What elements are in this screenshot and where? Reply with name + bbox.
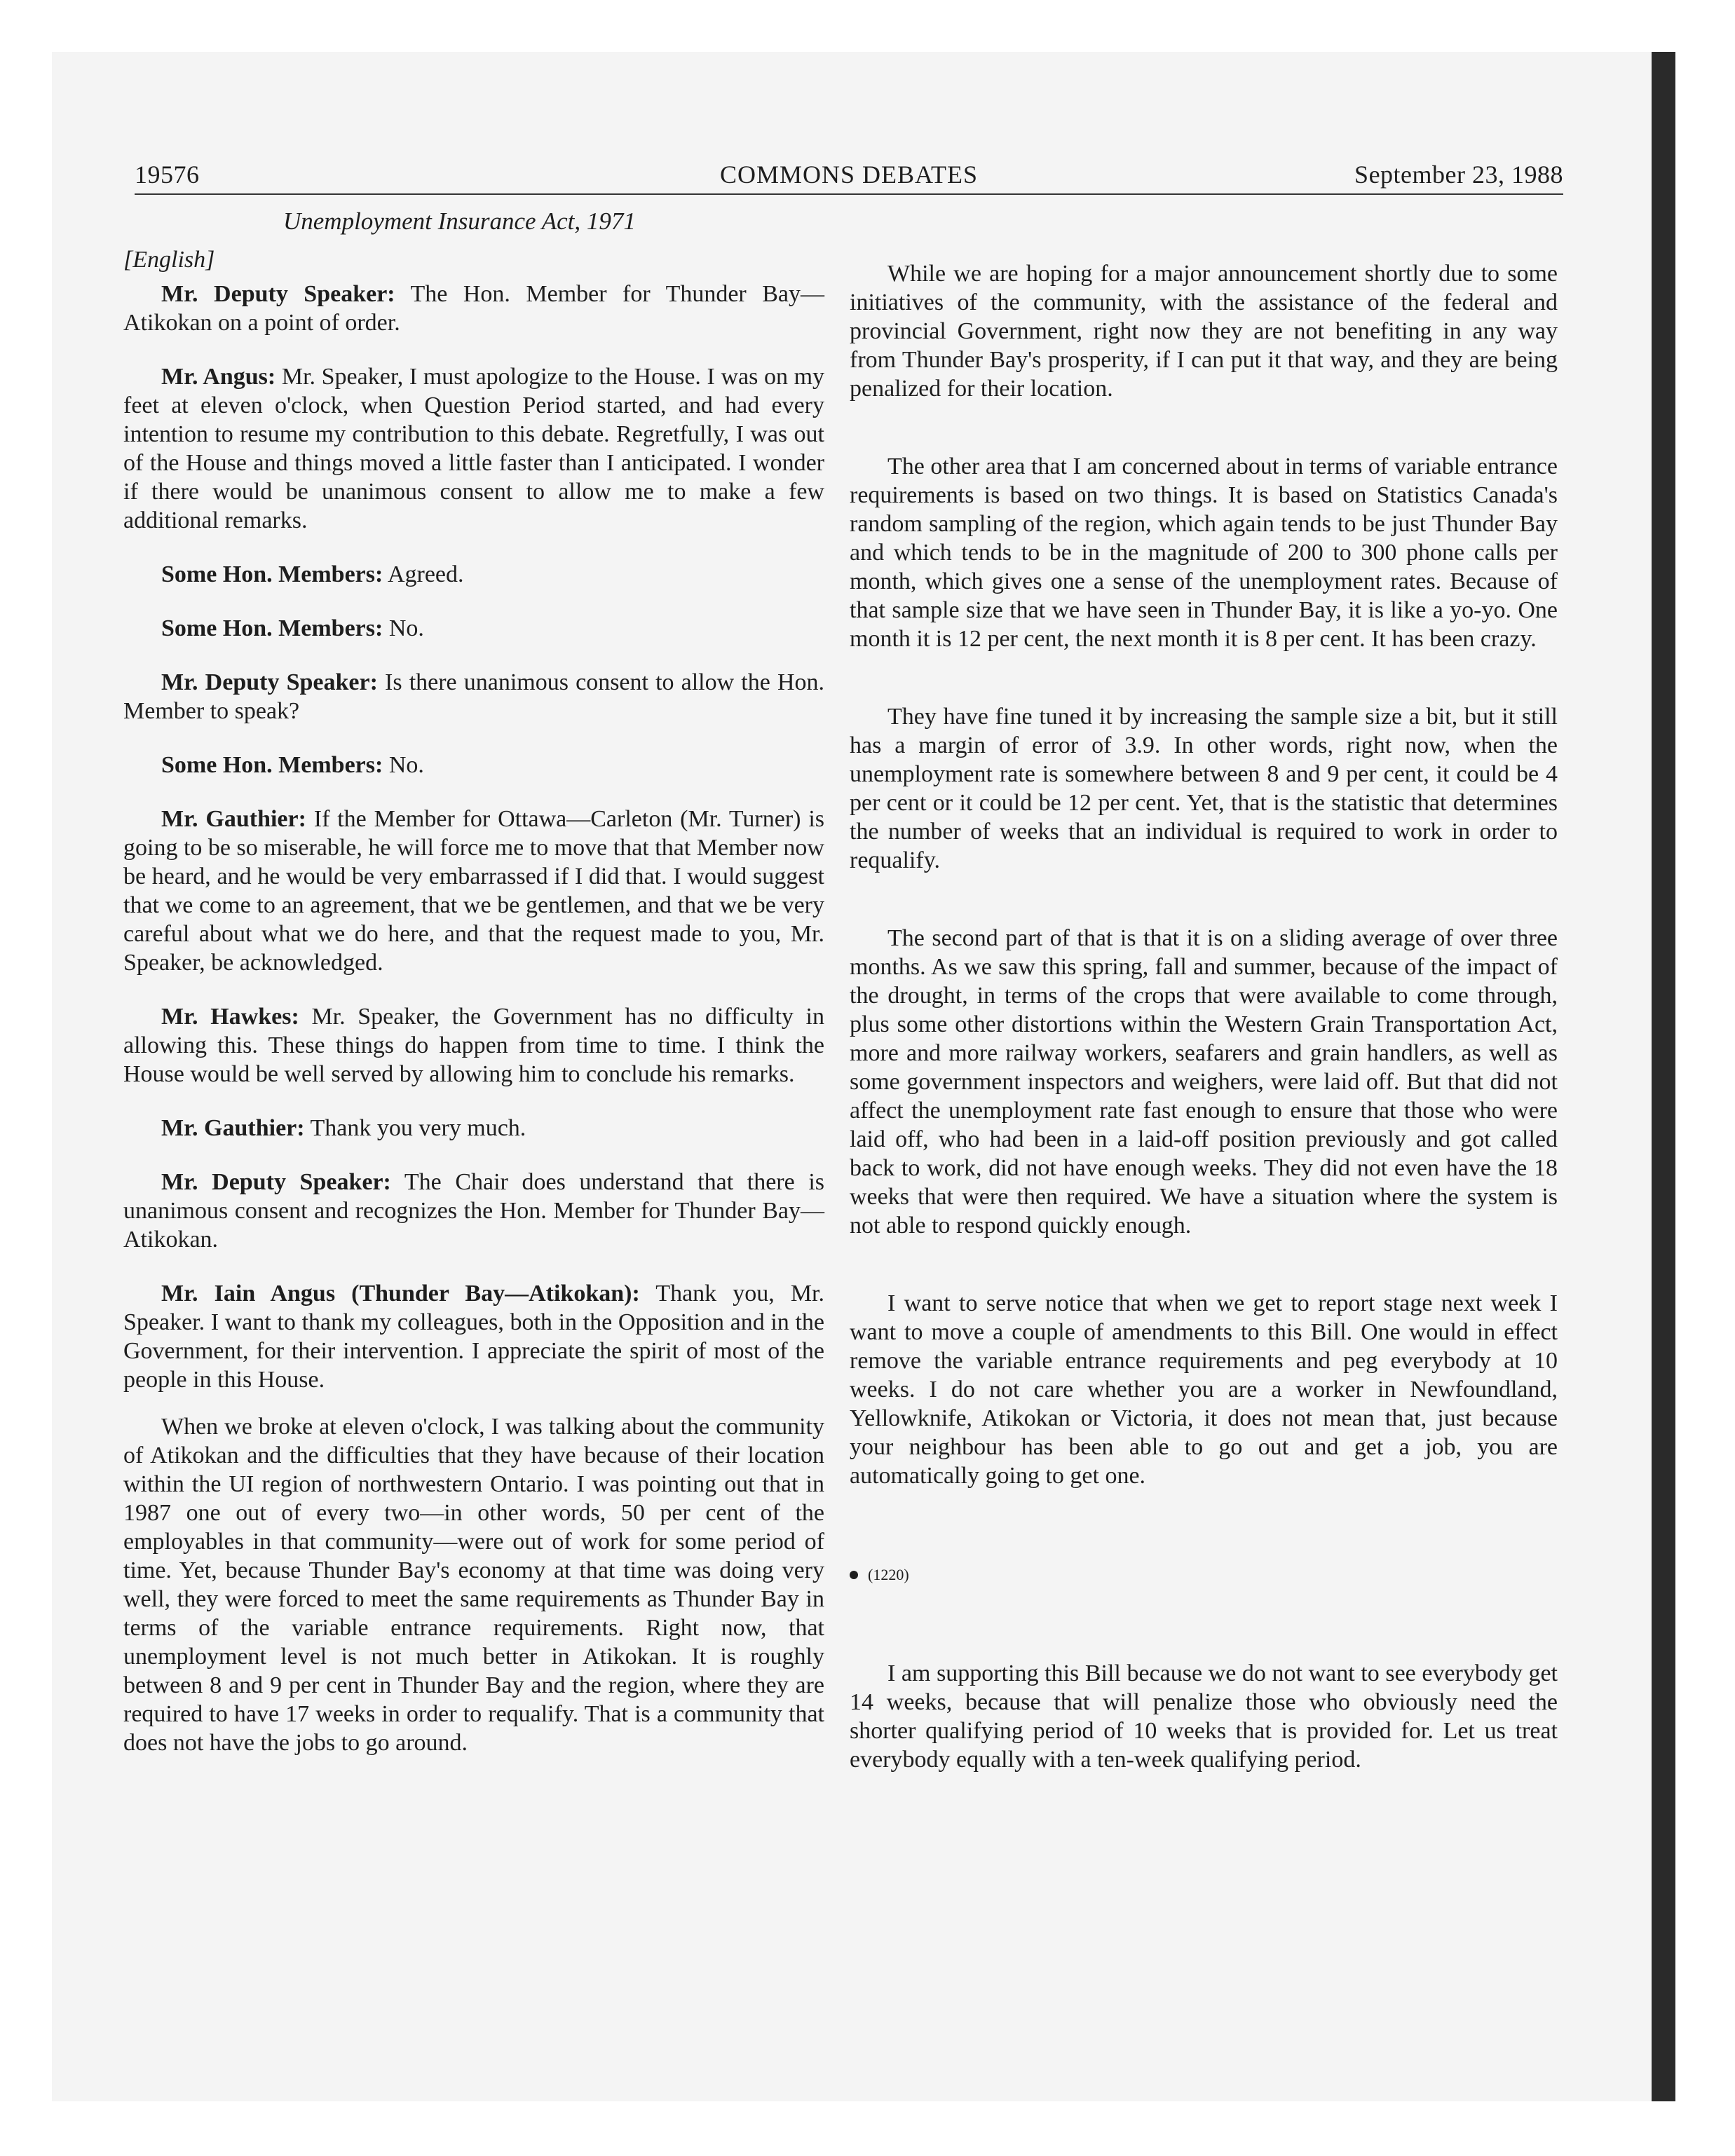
speech-paragraph xyxy=(123,1279,824,1394)
speaker-name: Mr. Angus: xyxy=(161,364,276,390)
speaker-name: Some Hon. Members: xyxy=(161,615,383,641)
speech-text: Is there unanimous consent to allow the Hon. Member to speak? xyxy=(123,669,825,724)
speech-paragraph xyxy=(123,560,824,589)
speaker-name: Some Hon. Members: xyxy=(161,752,383,778)
speaker-name: Mr. Deputy Speaker: xyxy=(161,669,378,695)
speech-paragraph xyxy=(123,1114,824,1142)
speech-text: No. xyxy=(388,752,424,778)
left-column xyxy=(123,245,824,1757)
speaker-name: Mr. Gauthier: xyxy=(161,1115,305,1141)
language-note: [English] xyxy=(123,247,215,273)
speech-text: The Hon. Member for Thunder Bay—Atikokan on a point of order. xyxy=(123,281,825,336)
time-marker-text: (1220) xyxy=(868,1566,909,1583)
speaker-name: Mr. Hawkes: xyxy=(161,1004,299,1030)
speaker-name: Mr. Iain Angus (Thunder Bay—Atikokan): xyxy=(161,1281,640,1306)
speaker-name: Mr. Gauthier: xyxy=(161,806,306,832)
speech-paragraph xyxy=(123,614,824,643)
speech-paragraph: The other area that I am concerned about in terms of variable entrance requirements is based on two things. It is based on Statistics Canada's random sampling of the region, which again tends to be just Thunder Bay and which tends to be in the magnitude of 200 to 300 phone calls per month, which gives one a sense of the unemployment rates. Because of that sample size that we have seen in Thunder Bay, it is like a yo-yo. One month it is 12 per cent, the next month it is 8 per cent. It has been crazy. xyxy=(850,453,1558,652)
speech-text: Thank you very much. xyxy=(310,1115,526,1141)
speech-text: Mr. Speaker, the Government has no difficulty in allowing this. These things do happen from time to time. I think the House would be well served by allowing him to conclude his remarks. xyxy=(123,1004,825,1087)
page-date: September 23, 1988 xyxy=(1354,161,1563,189)
right-column xyxy=(850,259,1558,1774)
speech-paragraph: The second part of that is that it is on a sliding average of over three months. As we saw this spring, fall and summer, because of the impact of the drought, in terms of the crops that were available to come through, plus some other distortions within the Western Grain Transportation Act, more and more railway workers, seafarers and grain handlers, as well as some government inspectors and weighers, were laid off. But that did not affect the unemployment rate fast enough to ensure that those who were laid off, who had been in a laid-off position previously and got called back to work, did not have enough weeks. They did not even have the 18 weeks that were then required. We have a situation where the system is not able to respond quickly enough. xyxy=(850,925,1558,1239)
speaker-name: Some Hon. Members: xyxy=(161,561,383,587)
speech-text: Agreed. xyxy=(387,561,464,587)
speech-text: Mr. Speaker, I must apologize to the House. I was on my feet at eleven o'clock, when Question Period started, and had every intention to resume my contribution to this debate. Regretfully, I was out of the House and things moved a little faster than I anticipated. I wonder if there would be unanimous consent to allow me to make a few additional remarks. xyxy=(123,364,825,533)
speech-paragraph: While we are hoping for a major announcement shortly due to some initiatives of the community, with the assistance of the federal and provincial Government, right now they are not benefiting in any way from Thunder Bay's prosperity, if I can put it that way, and they are being penalized for their location. xyxy=(850,261,1558,402)
running-title: Unemployment Insurance Act, 1971 xyxy=(283,207,636,235)
speaker-name: Mr. Deputy Speaker: xyxy=(161,281,395,307)
speech-paragraph: I want to serve notice that when we get to report stage next week I want to move a couple of amendments to this Bill. One would in effect remove the variable entrance requirements and peg everybody at 10 weeks. I do not care whether you are a worker in Newfoundland, Yellowknife, Atikokan or Victoria, it does not mean that, just because your neighbour has been able to go out and get a job, you are automatically going to get one. xyxy=(850,1290,1558,1489)
page-header xyxy=(135,160,1563,192)
time-marker xyxy=(850,1560,1558,1589)
speech-paragraph xyxy=(123,1002,824,1089)
speech-text: Thank you, Mr. Speaker. I want to thank my colleagues, both in the Opposition and in the Government, for their intervention. I appreciate the spirit of most of the people in this House. xyxy=(123,1281,825,1393)
page-number: 19576 xyxy=(135,161,200,189)
speech-paragraph xyxy=(123,805,824,977)
speech-text: No. xyxy=(388,615,424,641)
speaker-name: Mr. Deputy Speaker: xyxy=(161,1169,391,1195)
speech-paragraph: I am supporting this Bill because we do not want to see everybody get 14 weeks, because that will penalize those who obviously need the shorter qualifying period of 10 weeks that is provided for. Let us treat everybody equally with a ten-week qualifying period. xyxy=(850,1660,1558,1773)
header-rule xyxy=(135,193,1563,195)
speech-paragraph xyxy=(123,751,824,779)
speech-paragraph xyxy=(123,1412,824,1757)
speech-text: The Chair does understand that there is unanimous consent and recognizes the Hon. Member for Thunder Bay—Atikokan. xyxy=(123,1169,825,1253)
speech-paragraph xyxy=(123,362,824,535)
speech-text: If the Member for Ottawa—Carleton (Mr. Turner) is going to be so miserable, he will force me to move that that Member now be heard, and he would be very embarrassed if I did that. I would suggest that we come to an agreement, that we be gentlemen, and that we be very careful about what we do here, and that the request made to you, Mr. Speaker, be acknowledged. xyxy=(123,806,824,976)
speech-text: When we broke at eleven o'clock, I was talking about the community of Atikokan and the difficulties that they have because of their location within the UI region of northwestern Ontario. I was pointing out that in 1987 one out of every two—in other words, 50 per cent of the employables in that community—were out of work for some period of time. Yet, because Thunder Bay's economy at that time was doing very well, they were forced to meet the same requirements as Thunder Bay in terms of the variable entrance requirements. Right now, that unemployment level is not much better in Atikokan. It is roughly between 8 and 9 per cent in Thunder Bay and the region, where they are required to have 17 weeks in order to requalify. That is a community that does not have the jobs to go around. xyxy=(123,1414,824,1756)
page-binding-edge xyxy=(1652,52,1675,2101)
speech-paragraph xyxy=(123,1168,824,1254)
speech-paragraph xyxy=(123,280,824,337)
speech-paragraph xyxy=(123,668,824,725)
publication-title: COMMONS DEBATES xyxy=(719,161,979,189)
bullet-icon xyxy=(850,1571,858,1579)
speech-paragraph: They have fine tuned it by increasing the sample size a bit, but it still has a margin of error of 3.9. In other words, right now, when the unemployment rate is somewhere between 8 and 9 per cent, it could be 4 per cent or it could be 12 per cent. Yet, that is the statistic that determines the number of weeks that an individual is required to work in order to requalify. xyxy=(850,704,1558,873)
